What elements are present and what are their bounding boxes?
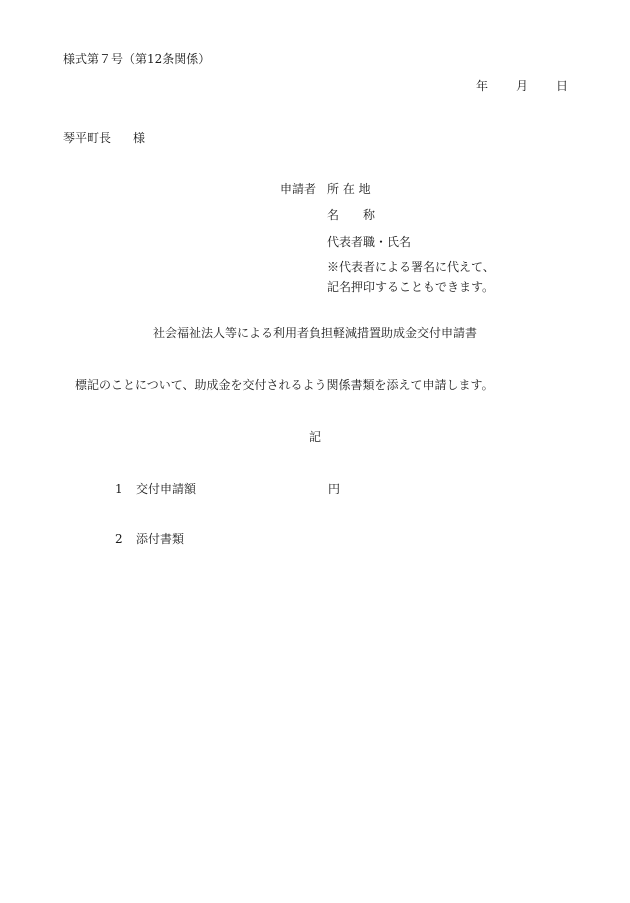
document-title: 社会福祉法人等による利用者負担軽減措置助成金交付申請書 <box>152 326 477 340</box>
item-label-attached-documents: 添付書類 <box>136 532 185 546</box>
addressee-name: 琴平町長 <box>63 131 112 145</box>
addressee <box>63 132 145 144</box>
form-number: 様式第７号（第12条関係） <box>63 52 211 66</box>
signature-note-line-1: ※代表者による署名に代えて、 <box>327 260 495 274</box>
date-month-label: 月 <box>516 79 529 93</box>
item-unit-yen: 円 <box>328 482 341 496</box>
signature-note-line-2: 記名押印することもできます。 <box>327 280 495 294</box>
date-day-label: 日 <box>556 79 569 93</box>
ki-heading: 記 <box>308 430 321 444</box>
applicant-name-label: 名 称 <box>327 208 376 222</box>
date-line <box>476 80 568 92</box>
item-label-application-amount: 交付申請額 <box>136 482 197 496</box>
item-number: 1 <box>115 482 123 496</box>
body-text: 標記のことについて、助成金を交付されるよう関係書類を添えて申請します。 <box>75 378 494 392</box>
applicant-label: 申請者 <box>280 182 317 196</box>
applicant-representative-label: 代表者職・氏名 <box>327 235 412 249</box>
date-year-label: 年 <box>476 79 489 93</box>
item-number: 2 <box>115 532 123 546</box>
applicant-address-label: 所 在 地 <box>327 182 371 196</box>
addressee-honorific: 様 <box>133 131 146 145</box>
